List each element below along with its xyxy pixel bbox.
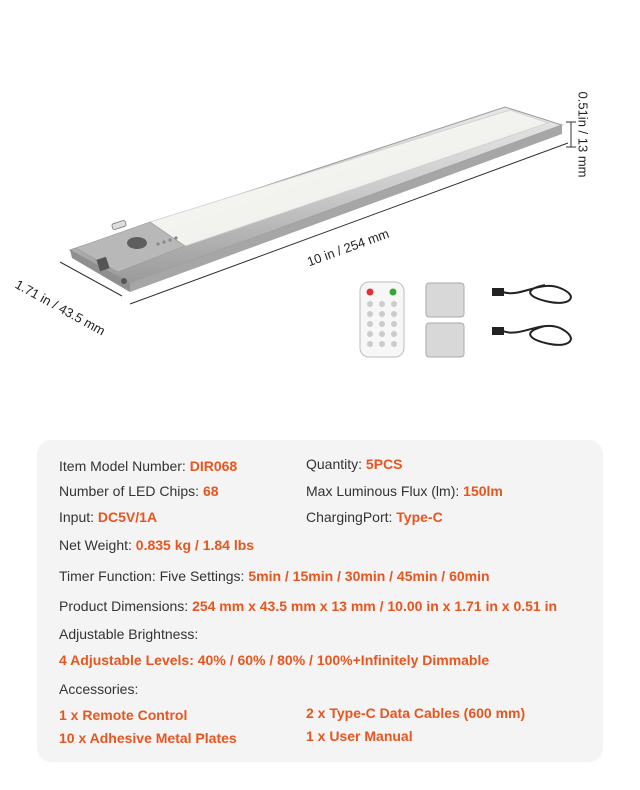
spec-timer: Timer Function: Five Settings: 5min / 15min / 30min / 45min / 60min	[59, 568, 490, 584]
spec-brightness-value: 4 Adjustable Levels: 40% / 60% / 80% / 100%+Infinitely Dimmable	[59, 652, 490, 668]
motion-sensor-icon	[127, 237, 147, 249]
spec-charging-port: ChargingPort: Type-C	[306, 509, 443, 525]
spec-quantity: Quantity: 5PCS	[306, 456, 403, 472]
accessory-item: 1 x Remote Control	[59, 707, 188, 723]
spec-net-weight: Net Weight: 0.835 kg / 1.84 lbs	[59, 537, 255, 553]
height-dimension-label: 0.51in / 13 mm	[575, 91, 591, 178]
usb-port-icon	[111, 220, 126, 230]
metal-plate-icon	[426, 283, 464, 317]
spec-model: Item Model Number: DIR068	[59, 458, 238, 474]
spec-accessories-label: Accessories:	[59, 681, 139, 697]
accessory-item: 2 x Type-C Data Cables (600 mm)	[306, 705, 526, 721]
spec-brightness-label: Adjustable Brightness:	[59, 626, 199, 642]
spec-product-dimensions: Product Dimensions: 254 mm x 43.5 mm x 13 mm / 10.00 in x 1.71 in x 0.51 in	[59, 598, 558, 614]
metal-plate-icon	[426, 323, 464, 357]
cable-icon	[493, 326, 571, 345]
cable-icon	[493, 285, 571, 303]
length-dimension-label: 10 in / 254 mm	[305, 225, 391, 270]
accessory-item: 10 x Adhesive Metal Plates	[59, 730, 237, 746]
remote-control-icon	[360, 282, 404, 357]
width-dimension-label: 1.71 in / 43.5 mm	[12, 276, 108, 339]
spec-led-chips: Number of LED Chips: 68	[59, 483, 219, 499]
spec-luminous-flux: Max Luminous Flux (lm): 150lm	[306, 483, 503, 499]
spec-input: Input: DC5V/1A	[59, 509, 158, 525]
accessory-item: 1 x User Manual	[306, 728, 413, 744]
